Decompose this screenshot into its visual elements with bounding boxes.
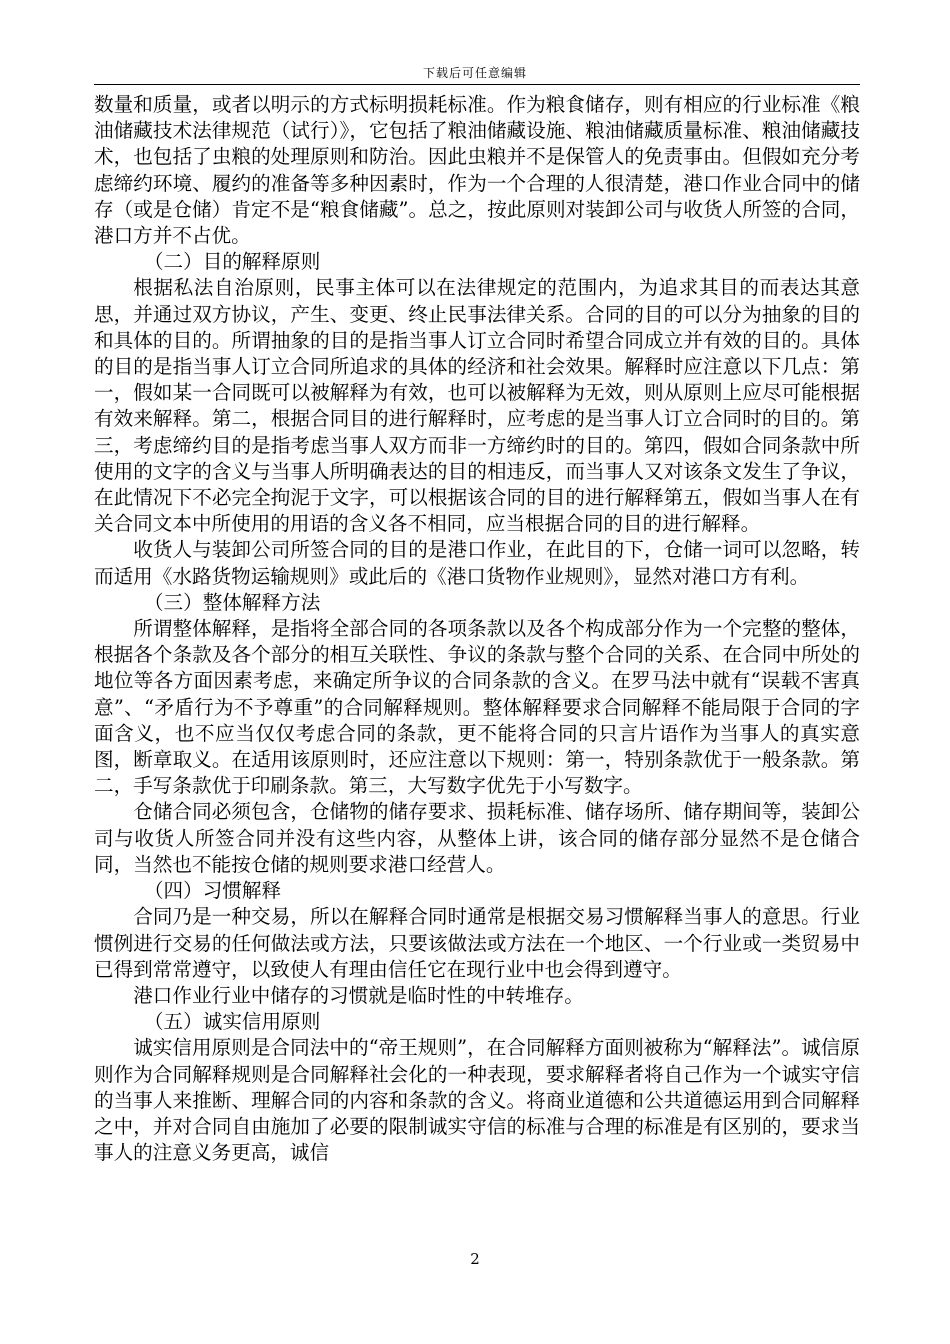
paragraph: 诚实信用原则是合同法中的“帝王规则”，在合同解释方面则被称为“解释法”。诚信原则作为合同解释规则是合同解释社会化的一种表现，要求解释者将自己作为一个诚实守信的当事人来推断、理解合同的内容和条款的含义。将商业道德和公共道德运用到合同解释之中，并对合同自由施加了必要的限制诚实守信的标准与合理的标准是有区别的，要求当事人的注意义务更高，诚信 <box>94 1036 860 1165</box>
paragraph: 仓储合同必须包含，仓储物的储存要求、损耗标准、储存场所、储存期间等，装卸公司与收货人所签合同并没有这些内容，从整体上讲，该合同的储存部分显然不是仓储合同，当然也不能按仓储的规则要求港口经营人。 <box>94 800 860 876</box>
document-body <box>94 92 860 1166</box>
page-header: 下载后可任意编辑 <box>422 66 527 80</box>
section-heading-custom: （四）习惯解释 <box>143 879 282 903</box>
page-number: 2 <box>470 1250 480 1268</box>
paragraph: 所谓整体解释，是指将全部合同的各项条款以及各个构成部分作为一个完整的整体，根据各个条款及各个部分的相互关联性、争议的条款与整个合同的关系、在合同中所处的地位等各方面因素考虑，来确定所争议的合同条款的含义。在罗马法中就有“误载不害真意”、“矛盾行为不予尊重”的合同解释规则。整体解释要求合同解释不能局限于合同的字面含义，也不应当仅仅考虑合同的条款，更不能将合同的只言片语作为当事人的真实意图，断章取义。在适用该原则时，还应注意以下规则：第一，特别条款优于一般条款。第二，手写条款优于印刷条款。第三，大写数字优先于小写数字。 <box>94 617 860 798</box>
paragraph: 根据私法自治原则，民事主体可以在法律规定的范围内，为追求其目的而表达其意思，并通过双方协议，产生、变更、终止民事法律关系。合同的目的可以分为抽象的目的和具体的目的。所谓抽象的目的是指当事人订立合同时希望合同成立并有效的目的。具体的目的是指当事人订立合同所追求的具体的经济和社会效果。解释时应注意以下几点：第一，假如某一合同既可以被解释为有效，也可以被解释为无效，则从原则上应尽可能根据有效来解释。第二，根据合同目的进行解释时，应考虑的是当事人订立合同时的目的。第三，考虑缔约目的是指考虑当事人双方而非一方缔约时的目的。第四，假如合同条款中所使用的文字的含义与当事人所明确表达的目的相违反，而当事人又对该条文发生了争议，在此情况下不必完全拘泥于文字，可以根据该合同的目的进行解释第五，假如当事人在有关合同文本中所使用的用语的含义各不相同，应当根据合同的目的进行解释。 <box>94 276 860 536</box>
section-heading-purpose: （二）目的解释原则 <box>143 250 321 274</box>
paragraph: 收货人与装卸公司所签合同的目的是港口作业，在此目的下，仓储一词可以忽略，转而适用《水路货物运输规则》或此后的《港口货物作业规则》，显然对港口方有利。 <box>94 538 860 588</box>
header-rule <box>94 84 860 85</box>
section-heading-holistic: （三）整体解释方法 <box>143 590 321 614</box>
paragraph-continuation: 数量和质量，或者以明示的方式标明损耗标准。作为粮食储存，则有相应的行业标准《粮油储藏技术法律规范（试行）》，它包括了粮油储藏设施、粮油储藏质量标准、粮油储藏技术，也包括了虫粮的处理原则和防治。因此虫粮并不是保管人的免责事由。但假如充分考虑缔约环境、履约的准备等多种因素时，作为一个合理的人很清楚，港口作业合同中的储存（或是仓储）肯定不是“粮食储藏”。总之，按此原则对装卸公司与收货人所签的合同，港口方并不占优。 <box>94 93 860 248</box>
paragraph: 港口作业行业中储存的习惯就是临时性的中转堆存。 <box>133 983 584 1007</box>
paragraph: 合同乃是一种交易，所以在解释合同时通常是根据交易习惯解释当事人的意思。行业惯例进行交易的任何做法或方法，只要该做法或方法在一个地区、一个行业或一类贸易中已得到常常遵守，以致使人有理由信任它在现行业中也会得到遵守。 <box>94 905 860 981</box>
section-heading-good-faith: （五）诚实信用原则 <box>143 1010 321 1034</box>
